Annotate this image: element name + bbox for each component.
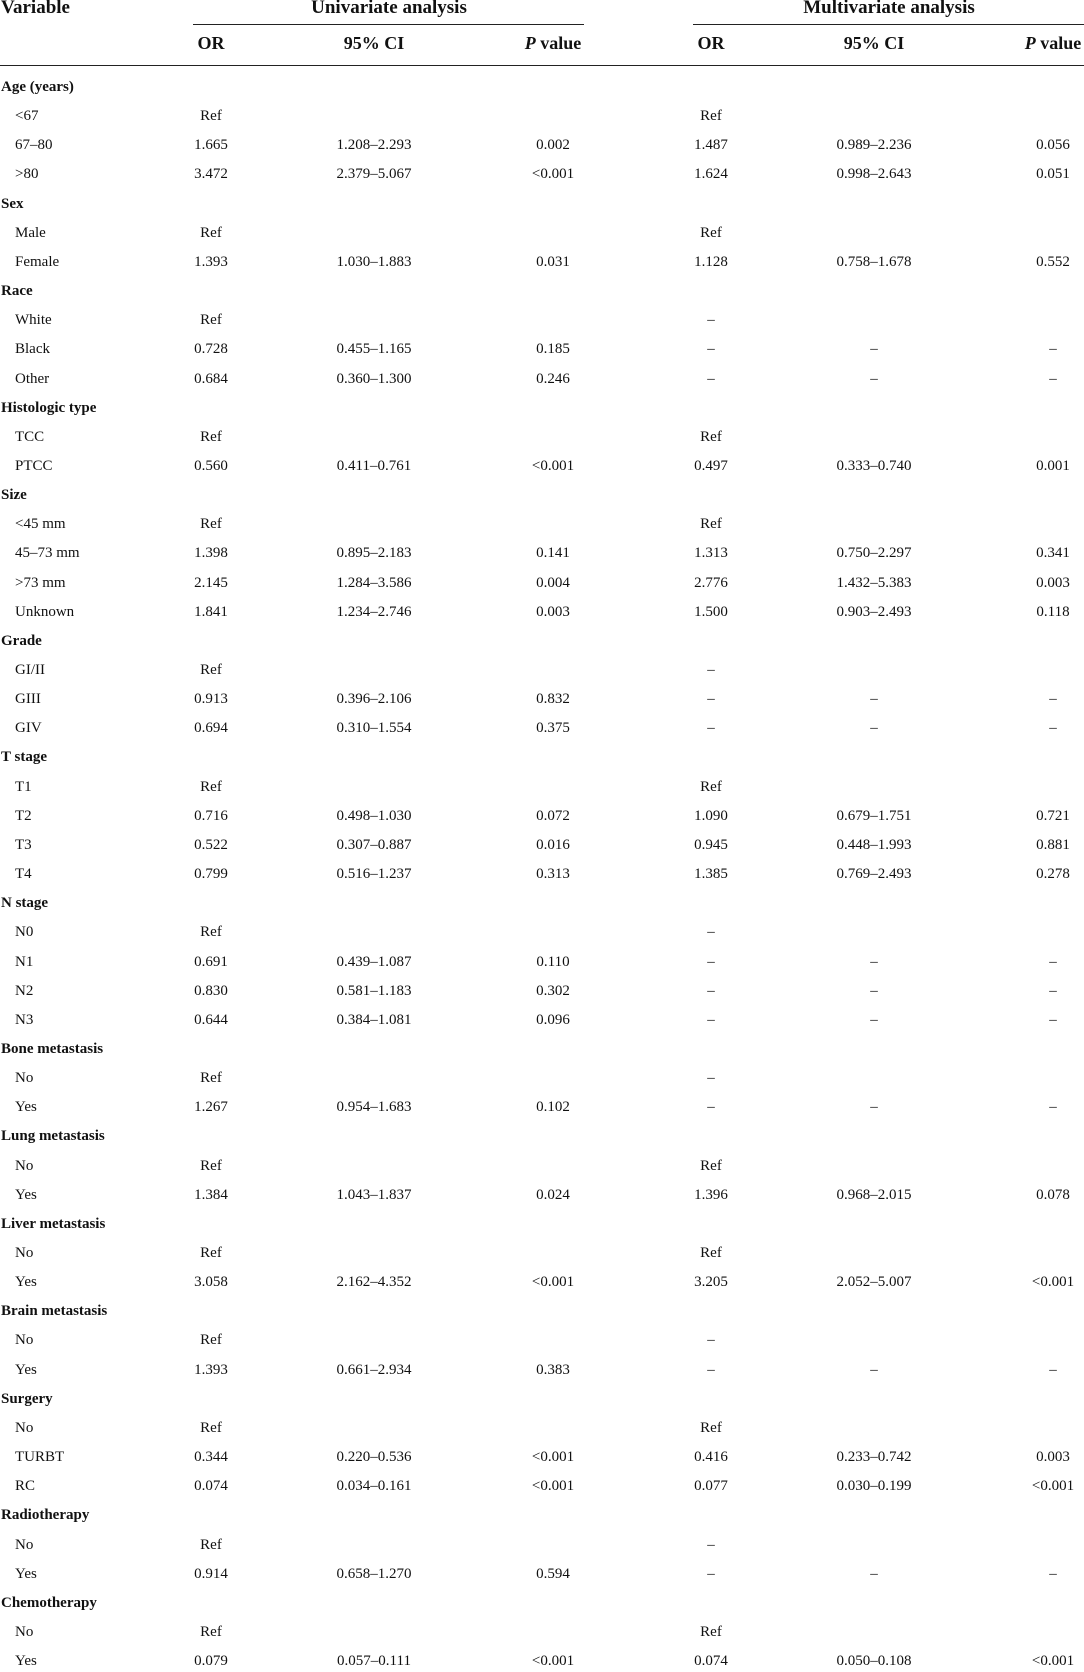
- row-label: T1: [15, 779, 32, 795]
- univariate-ci-cell: 0.307–0.887: [336, 837, 412, 853]
- row-label: No: [15, 1420, 34, 1436]
- multivariate-or-cell: Ref: [700, 516, 722, 532]
- multivariate-ci-cell: 0.758–1.678: [836, 254, 912, 270]
- multivariate-or-cell: 3.205: [694, 1274, 728, 1290]
- univariate-or-cell: 0.560: [194, 458, 228, 474]
- row-label: PTCC: [15, 458, 53, 474]
- univariate-or-cell: Ref: [200, 1158, 222, 1174]
- univariate-p-cell: 0.375: [536, 720, 570, 736]
- multivariate-p-cell: 0.118: [1036, 604, 1070, 620]
- category-label: Race: [1, 283, 33, 299]
- univariate-p-cell: <0.001: [531, 1653, 575, 1669]
- univariate-or-cell: 0.694: [194, 720, 228, 736]
- row-label: N0: [15, 924, 34, 940]
- univariate-or-cell: 0.644: [194, 1012, 228, 1028]
- univariate-or-cell: 0.691: [194, 954, 228, 970]
- univariate-or-cell: 0.914: [194, 1566, 228, 1582]
- univariate-p-cell: <0.001: [531, 458, 575, 474]
- row-label: No: [15, 1245, 34, 1261]
- multivariate-p-cell: 0.003: [1036, 1449, 1070, 1465]
- univariate-or-cell: Ref: [200, 662, 222, 678]
- univariate-ci-cell: 0.384–1.081: [336, 1012, 412, 1028]
- univariate-p-cell: 0.110: [536, 954, 570, 970]
- univariate-ci-cell: 0.658–1.270: [336, 1566, 412, 1582]
- multivariate-or-cell: –: [707, 720, 715, 736]
- univariate-p-cell: <0.001: [531, 1449, 575, 1465]
- multivariate-p-cell: <0.001: [1031, 1478, 1075, 1494]
- multivariate-ci-cell: –: [870, 691, 878, 707]
- multivariate-p-cell: <0.001: [1031, 1653, 1075, 1669]
- multivariate-p-cell: –: [1049, 1362, 1057, 1378]
- multivariate-ci-cell: 0.233–0.742: [836, 1449, 912, 1465]
- univariate-or-cell: 0.913: [194, 691, 228, 707]
- univariate-or-cell: 1.398: [194, 545, 228, 561]
- multivariate-p-cell: –: [1049, 983, 1057, 999]
- univariate-ci-cell: 1.030–1.883: [336, 254, 412, 270]
- row-label: Unknown: [15, 604, 75, 620]
- univariate-or-cell: 1.393: [194, 1362, 228, 1378]
- univariate-or-cell: 0.074: [194, 1478, 228, 1494]
- multivariate-or-cell: –: [707, 1099, 715, 1115]
- multivariate-or-cell: 1.487: [694, 137, 728, 153]
- univariate-p-cell: 0.004: [536, 575, 570, 591]
- univariate-p-cell: <0.001: [531, 1478, 575, 1494]
- multivariate-or-cell: 1.385: [694, 866, 728, 882]
- row-label: T4: [15, 866, 32, 882]
- univariate-ci-cell: 0.516–1.237: [336, 866, 412, 882]
- header-bottom-rule: [0, 65, 1084, 66]
- multivariate-or-cell: 1.090: [694, 808, 728, 824]
- univariate-ci-cell: 0.895–2.183: [336, 545, 412, 561]
- univariate-p-cell: 0.383: [536, 1362, 570, 1378]
- univariate-or-cell: Ref: [200, 312, 222, 328]
- multivariate-p-cell: 0.278: [1036, 866, 1070, 882]
- univariate-ci-cell: 0.439–1.087: [336, 954, 412, 970]
- univariate-or-cell: Ref: [200, 1624, 222, 1640]
- row-label: Yes: [15, 1653, 37, 1669]
- univariate-p-cell: 0.003: [536, 604, 570, 620]
- multivariate-or-cell: Ref: [700, 1158, 722, 1174]
- multivariate-p-cell: –: [1049, 720, 1057, 736]
- multivariate-or-cell: 0.497: [694, 458, 728, 474]
- univariate-ci-cell: 0.034–0.161: [336, 1478, 412, 1494]
- multivariate-p-cell: –: [1049, 371, 1057, 387]
- multivariate-or-cell: 1.396: [694, 1187, 728, 1203]
- category-label: Liver metastasis: [1, 1216, 106, 1232]
- row-label: 45–73 mm: [15, 545, 80, 561]
- multivariate-ci-cell: 0.448–1.993: [836, 837, 912, 853]
- multivariate-or-cell: Ref: [700, 429, 722, 445]
- univariate-header: Univariate analysis: [311, 0, 467, 18]
- univariate-ci-cell: 1.043–1.837: [336, 1187, 412, 1203]
- univariate-p-cell: 0.016: [536, 837, 570, 853]
- univariate-or-cell: Ref: [200, 516, 222, 532]
- univariate-or-cell: 2.145: [194, 575, 228, 591]
- multivariate-p-cell: –: [1049, 1012, 1057, 1028]
- univariate-ci-header: 95% CI: [343, 33, 405, 53]
- multivariate-or-cell: 0.945: [694, 837, 728, 853]
- row-label: T2: [15, 808, 32, 824]
- univariate-or-cell: 1.393: [194, 254, 228, 270]
- univariate-ci-cell: 2.379–5.067: [336, 166, 412, 182]
- multivariate-p-cell: –: [1049, 1566, 1057, 1582]
- univariate-or-cell: 0.799: [194, 866, 228, 882]
- univariate-p-cell: 0.096: [536, 1012, 570, 1028]
- univariate-p-cell: 0.246: [536, 371, 570, 387]
- univariate-or-cell: Ref: [200, 1420, 222, 1436]
- multivariate-p-cell: 0.078: [1036, 1187, 1070, 1203]
- row-label: Yes: [15, 1362, 37, 1378]
- multivariate-header: Multivariate analysis: [803, 0, 975, 18]
- univariate-or-cell: Ref: [200, 1332, 222, 1348]
- row-label: Yes: [15, 1566, 37, 1582]
- univariate-p-cell: 0.031: [536, 254, 570, 270]
- univariate-or-cell: Ref: [200, 924, 222, 940]
- multivariate-ci-cell: 0.968–2.015: [836, 1187, 912, 1203]
- multivariate-ci-cell: –: [870, 341, 878, 357]
- multivariate-or-cell: –: [707, 341, 715, 357]
- row-label: No: [15, 1537, 34, 1553]
- multivariate-or-cell: –: [707, 924, 715, 940]
- multivariate-or-cell: 0.074: [694, 1653, 728, 1669]
- univariate-ci-cell: 1.208–2.293: [336, 137, 412, 153]
- univariate-ci-cell: 0.954–1.683: [336, 1099, 412, 1115]
- multivariate-p-cell: –: [1049, 1099, 1057, 1115]
- multivariate-p-cell: 0.001: [1036, 458, 1070, 474]
- multivariate-or-cell: 2.776: [694, 575, 728, 591]
- multivariate-ci-cell: –: [870, 1012, 878, 1028]
- row-label: No: [15, 1158, 34, 1174]
- multivariate-or-cell: Ref: [700, 1245, 722, 1261]
- multivariate-ci-cell: –: [870, 954, 878, 970]
- univariate-ci-cell: 1.234–2.746: [336, 604, 412, 620]
- row-label: Male: [15, 225, 46, 241]
- univariate-or-cell: Ref: [200, 1537, 222, 1553]
- univariate-p-cell: 0.313: [536, 866, 570, 882]
- multivariate-ci-cell: –: [870, 1362, 878, 1378]
- category-label: Surgery: [1, 1391, 53, 1407]
- category-label: T stage: [1, 749, 47, 765]
- multivariate-p-cell: 0.881: [1036, 837, 1070, 853]
- univariate-or-cell: Ref: [200, 1070, 222, 1086]
- multivariate-p-cell: 0.721: [1036, 808, 1070, 824]
- multivariate-or-cell: 0.077: [694, 1478, 728, 1494]
- row-label: N2: [15, 983, 34, 999]
- multivariate-ci-cell: 0.750–2.297: [836, 545, 912, 561]
- category-label: N stage: [1, 895, 49, 911]
- multivariate-ci-header: 95% CI: [843, 33, 905, 53]
- univariate-ci-cell: 2.162–4.352: [336, 1274, 412, 1290]
- multivariate-ci-cell: 0.903–2.493: [836, 604, 912, 620]
- univariate-or-cell: 0.728: [194, 341, 228, 357]
- univariate-or-cell: 0.684: [194, 371, 228, 387]
- multivariate-p-cell: 0.552: [1036, 254, 1070, 270]
- univariate-p-cell: 0.072: [536, 808, 570, 824]
- category-label: Brain metastasis: [1, 1303, 108, 1319]
- univariate-or-cell: 0.716: [194, 808, 228, 824]
- univariate-ci-cell: 0.360–1.300: [336, 371, 412, 387]
- multivariate-or-cell: –: [707, 983, 715, 999]
- multivariate-or-cell: –: [707, 1332, 715, 1348]
- univariate-or-cell: Ref: [200, 429, 222, 445]
- univariate-ci-cell: 0.220–0.536: [336, 1449, 412, 1465]
- category-label: Age (years): [1, 79, 74, 95]
- univariate-p-cell: 0.302: [536, 983, 570, 999]
- univariate-p-cell: <0.001: [531, 166, 575, 182]
- univariate-or-cell: 1.665: [194, 137, 228, 153]
- variable-header: Variable: [1, 0, 70, 18]
- multivariate-ci-cell: –: [870, 371, 878, 387]
- row-label: <45 mm: [15, 516, 66, 532]
- category-label: Grade: [1, 633, 42, 649]
- row-label: RC: [15, 1478, 36, 1494]
- univariate-ci-cell: 1.284–3.586: [336, 575, 412, 591]
- row-label: N3: [15, 1012, 34, 1028]
- multivariate-p-cell: <0.001: [1031, 1274, 1075, 1290]
- univariate-or-cell: 0.079: [194, 1653, 228, 1669]
- category-label: Histologic type: [1, 400, 97, 416]
- multivariate-p-cell: –: [1049, 341, 1057, 357]
- row-label: White: [15, 312, 52, 328]
- univariate-ci-cell: 0.310–1.554: [336, 720, 412, 736]
- multivariate-ci-cell: 0.333–0.740: [836, 458, 912, 474]
- multivariate-or-cell: –: [707, 1537, 715, 1553]
- multivariate-or-cell: 1.313: [694, 545, 728, 561]
- univariate-ci-cell: 0.396–2.106: [336, 691, 412, 707]
- multivariate-or-cell: Ref: [700, 1624, 722, 1640]
- row-label: T3: [15, 837, 32, 853]
- multivariate-or-cell: –: [707, 954, 715, 970]
- row-label: >80: [15, 166, 39, 182]
- multivariate-ci-cell: 0.769–2.493: [836, 866, 912, 882]
- multivariate-or-cell: –: [707, 371, 715, 387]
- row-label: Yes: [15, 1274, 37, 1290]
- univariate-p-cell: 0.832: [536, 691, 570, 707]
- multivariate-or-cell: Ref: [700, 1420, 722, 1436]
- row-label: No: [15, 1332, 34, 1348]
- row-label: Other: [15, 371, 50, 387]
- univariate-or-cell: 0.522: [194, 837, 228, 853]
- univariate-p-header: P value: [524, 33, 582, 53]
- multivariate-ci-cell: 0.998–2.643: [836, 166, 912, 182]
- multivariate-p-cell: 0.056: [1036, 137, 1070, 153]
- multivariate-p-cell: –: [1049, 691, 1057, 707]
- multivariate-p-header: P value: [1024, 33, 1082, 53]
- row-label: Yes: [15, 1187, 37, 1203]
- category-label: Radiotherapy: [1, 1507, 90, 1523]
- multivariate-or-cell: 0.416: [694, 1449, 728, 1465]
- row-label: Female: [15, 254, 60, 270]
- univariate-or-cell: 1.267: [194, 1099, 228, 1115]
- univariate-or-cell: 3.058: [194, 1274, 228, 1290]
- univariate-ci-cell: 0.581–1.183: [336, 983, 412, 999]
- multivariate-or-cell: –: [707, 1070, 715, 1086]
- univariate-ci-cell: 0.455–1.165: [336, 341, 412, 357]
- univariate-or-cell: 1.841: [194, 604, 228, 620]
- multivariate-ci-cell: –: [870, 720, 878, 736]
- row-label: GIV: [15, 720, 42, 736]
- univariate-p-cell: 0.594: [536, 1566, 570, 1582]
- row-label: No: [15, 1070, 34, 1086]
- multivariate-or-cell: 1.624: [694, 166, 728, 182]
- univariate-p-cell: 0.141: [536, 545, 570, 561]
- multivariate-or-cell: –: [707, 1012, 715, 1028]
- category-label: Bone metastasis: [1, 1041, 104, 1057]
- category-label: Lung metastasis: [1, 1128, 105, 1144]
- multivariate-ci-cell: –: [870, 1099, 878, 1115]
- row-label: Yes: [15, 1099, 37, 1115]
- multivariate-or-cell: 1.128: [694, 254, 728, 270]
- multivariate-group-rule: [693, 24, 1084, 25]
- multivariate-ci-cell: 0.989–2.236: [836, 137, 912, 153]
- multivariate-or-cell: –: [707, 312, 715, 328]
- category-label: Chemotherapy: [1, 1595, 97, 1611]
- univariate-p-cell: 0.185: [536, 341, 570, 357]
- multivariate-ci-cell: –: [870, 983, 878, 999]
- multivariate-ci-cell: 0.050–0.108: [836, 1653, 912, 1669]
- univariate-p-cell: 0.102: [536, 1099, 570, 1115]
- univariate-or-cell: Ref: [200, 108, 222, 124]
- univariate-ci-cell: 0.498–1.030: [336, 808, 412, 824]
- multivariate-or-cell: –: [707, 662, 715, 678]
- multivariate-or-cell: Ref: [700, 108, 722, 124]
- multivariate-or-cell: Ref: [700, 225, 722, 241]
- row-label: GIII: [15, 691, 41, 707]
- multivariate-ci-cell: 0.679–1.751: [836, 808, 912, 824]
- multivariate-or-cell: –: [707, 1362, 715, 1378]
- multivariate-ci-cell: 2.052–5.007: [836, 1274, 912, 1290]
- row-label: TURBT: [15, 1449, 65, 1465]
- multivariate-or-cell: –: [707, 691, 715, 707]
- row-label: TCC: [15, 429, 45, 445]
- multivariate-ci-cell: 0.030–0.199: [836, 1478, 912, 1494]
- category-label: Size: [1, 487, 27, 503]
- row-label: No: [15, 1624, 34, 1640]
- univariate-ci-cell: 0.661–2.934: [336, 1362, 412, 1378]
- univariate-or-header: OR: [197, 33, 225, 53]
- multivariate-p-cell: 0.341: [1036, 545, 1070, 561]
- multivariate-ci-cell: –: [870, 1566, 878, 1582]
- univariate-ci-cell: 0.057–0.111: [337, 1653, 411, 1669]
- univariate-p-cell: <0.001: [531, 1274, 575, 1290]
- univariate-or-cell: 0.830: [194, 983, 228, 999]
- row-label: >73 mm: [15, 575, 66, 591]
- univariate-or-cell: Ref: [200, 225, 222, 241]
- row-label: <67: [15, 108, 39, 124]
- row-label: Black: [15, 341, 50, 357]
- univariate-or-cell: 3.472: [194, 166, 228, 182]
- univariate-ci-cell: 0.411–0.761: [336, 458, 412, 474]
- multivariate-ci-cell: 1.432–5.383: [836, 575, 912, 591]
- univariate-p-cell: 0.002: [536, 137, 570, 153]
- row-label: N1: [15, 954, 34, 970]
- univariate-or-cell: Ref: [200, 779, 222, 795]
- row-label: GI/II: [15, 662, 45, 678]
- row-label: 67–80: [15, 137, 53, 153]
- univariate-or-cell: Ref: [200, 1245, 222, 1261]
- multivariate-p-cell: 0.051: [1036, 166, 1070, 182]
- multivariate-or-header: OR: [697, 33, 725, 53]
- multivariate-p-cell: 0.003: [1036, 575, 1070, 591]
- multivariate-or-cell: Ref: [700, 779, 722, 795]
- univariate-group-rule: [193, 24, 584, 25]
- multivariate-or-cell: 1.500: [694, 604, 728, 620]
- univariate-p-cell: 0.024: [536, 1187, 570, 1203]
- category-label: Sex: [1, 196, 24, 212]
- univariate-or-cell: 1.384: [194, 1187, 228, 1203]
- multivariate-or-cell: –: [707, 1566, 715, 1582]
- univariate-or-cell: 0.344: [194, 1449, 228, 1465]
- multivariate-p-cell: –: [1049, 954, 1057, 970]
